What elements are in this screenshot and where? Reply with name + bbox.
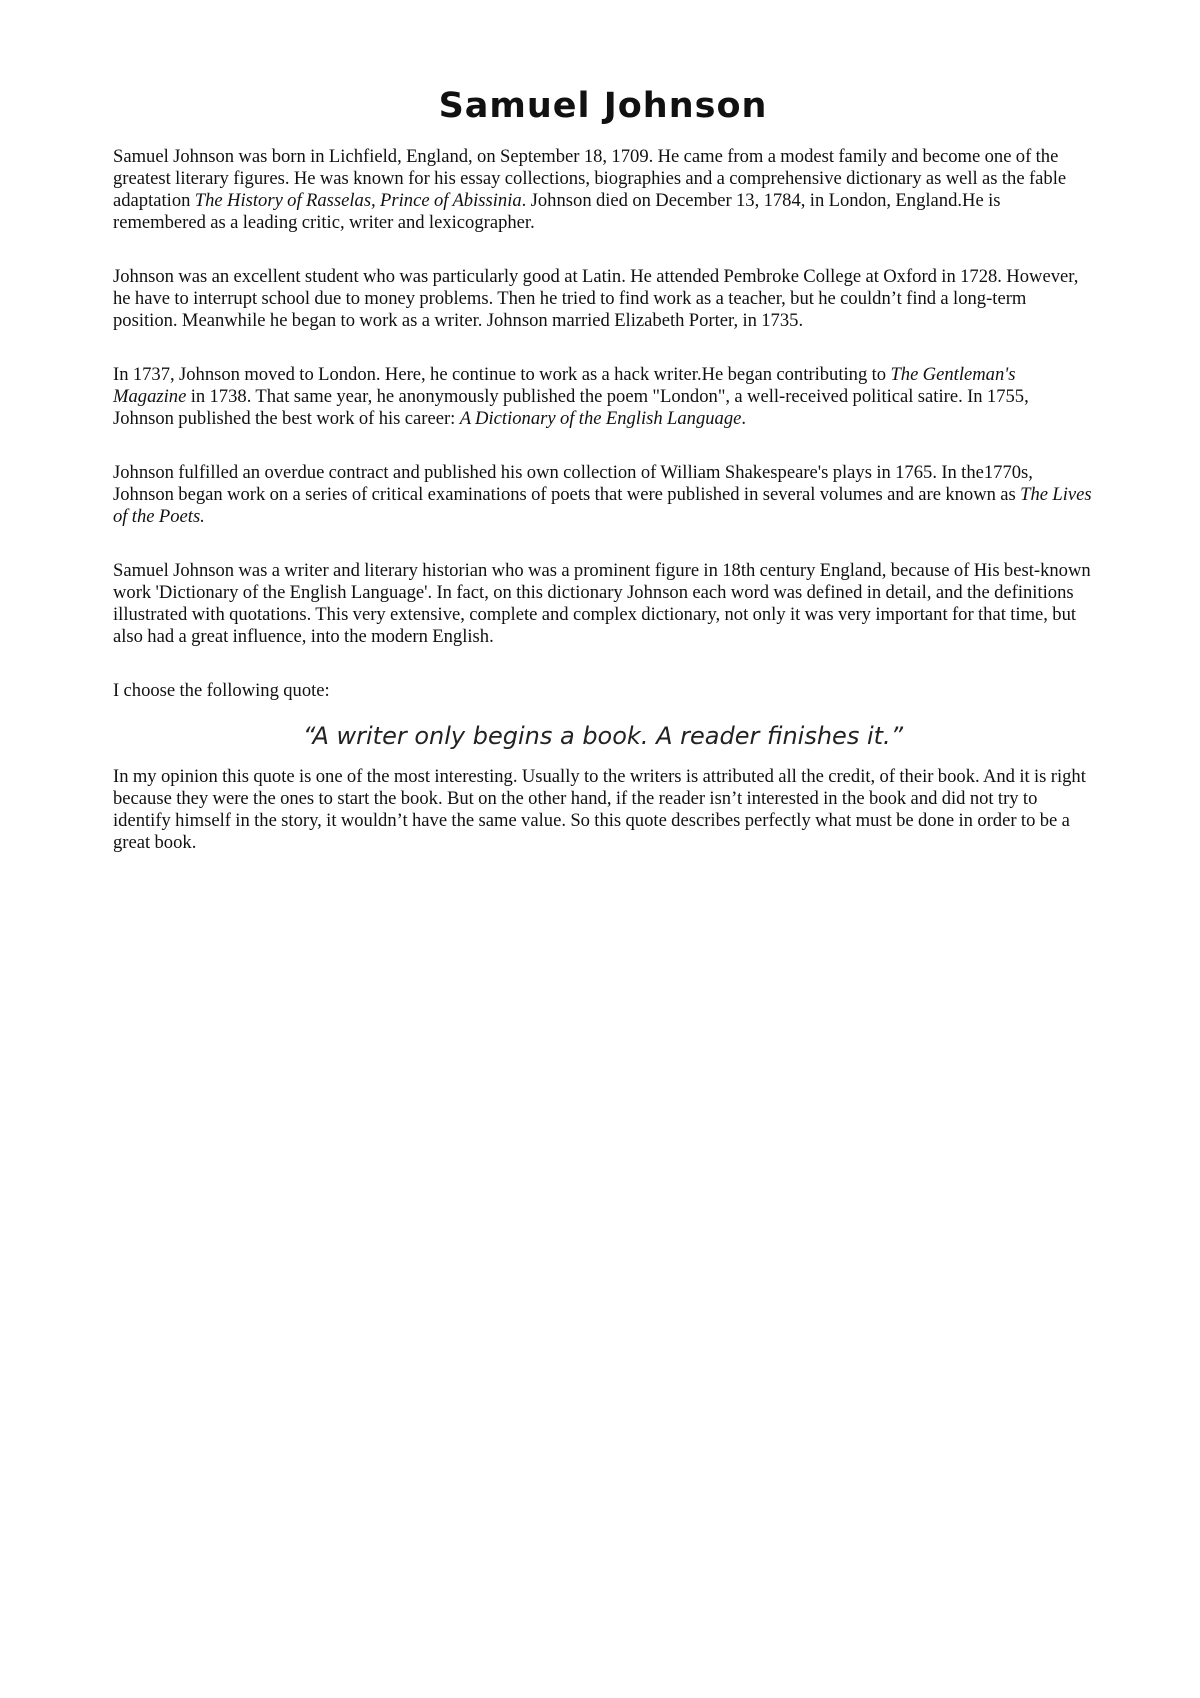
gentlemans-magazine-title: The Gentleman's Magazine (113, 364, 1016, 407)
quote-intro: I choose the following quote: (113, 680, 330, 701)
paragraph-education: Johnson was an excellent student who was particularly good at Latin. He attended Pembroke College at Oxford in 1728. However, he have to interrupt school due to money problems. Then he tried to find work as a teacher, but he couldn’t find a long-term position. Meanwhile he began to work as a writer. Johnson married Elizabeth Porter, in 1735. (113, 266, 1079, 331)
document-title: Samuel Johnson (438, 86, 768, 126)
document-page (113, 82, 1093, 854)
paragraph-shakespeare-text: Johnson fulfilled an overdue contract and published his own collection of William Shakespeare's plays in 1765. In the1770s, Johnson began work on a series of critical examinations of poets that were published in several volumes and are known as (113, 462, 1033, 505)
paragraph-birth-text-1: Samuel Johnson was born in Lichfield, England, on September 18, 1709. He came from a modest family and become one of the greatest literary figures. He was known for his essay collections, biographies and a comprehensive dictionary as well as the fable adaptation (113, 146, 1067, 211)
paragraph-london-text-1: In 1737, Johnson moved to London. Here, he continue to work as a hack writer.He began contributing to (113, 364, 891, 385)
paragraph-london (113, 364, 1093, 430)
rasselas-title: The History of Rasselas, Prince of Abissinia (194, 190, 522, 211)
paragraph-dictionary: Samuel Johnson was a writer and literary historian who was a prominent figure in 18th century England, because of His best-known work 'Dictionary of the English Language'. In fact, on this dictionary Johnson each word was defined in detail, and the definitions illustrated with quotations. This very extensive, complete and complex dictionary, not only it was very important for that time, but also had a great influence, into the modern English. (113, 560, 1091, 647)
dictionary-title: A Dictionary of the English Language (459, 408, 742, 429)
paragraph-london-text-3: . (741, 408, 747, 429)
paragraph-opinion: In my opinion this quote is one of the most interesting. Usually to the writers is attributed all the credit, of their book. And it is right because they were the ones to start the book. But on the other hand, if the reader isn’t interested in the book and did not try to identify himself in the story, it wouldn’t have the same value. So this quote describes perfectly what must be done in order to be a great book. (113, 766, 1086, 853)
paragraph-birth-text-2: . Johnson died on December 13, 1784, in London, England.He is remembered as a leading critic, writer and lexicographer. (113, 190, 1001, 233)
paragraph-london-text-2: in 1738. That same year, he anonymously published the poem "London", a well-received political satire. In 1755, Johnson published the best work of his career: (113, 386, 1029, 429)
lives-of-poets-title: The Lives of the Poets. (113, 484, 1092, 527)
paragraph-birth (113, 146, 1093, 234)
quote: “A writer only begins a book. A reader finishes it.” (302, 722, 904, 750)
paragraph-shakespeare (113, 462, 1093, 528)
